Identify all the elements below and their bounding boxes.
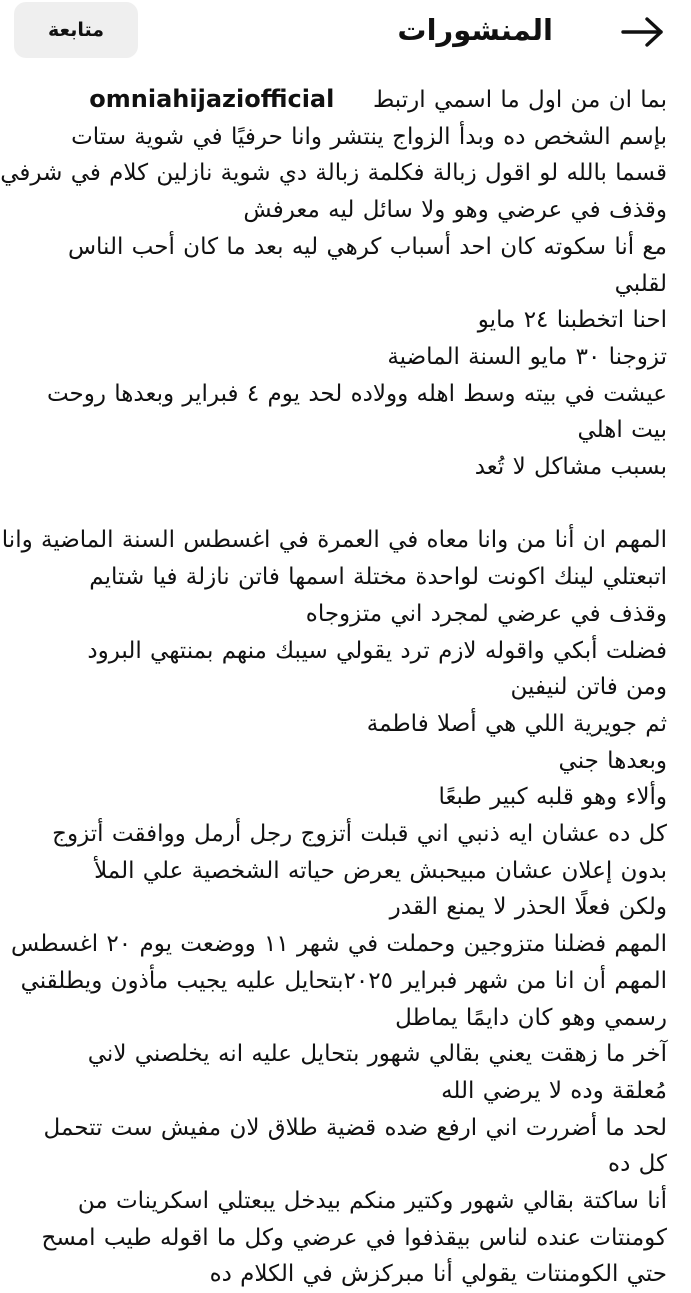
caption-first-line (20, 81, 667, 119)
caption-line: تزوجنا ٣٠ مايو السنة الماضية (387, 343, 667, 370)
caption-line: كل ده عشان ايه ذنبي اني قبلت أتزوج رجل أرمل ووافقت أتزوج (52, 821, 667, 848)
caption-line: المهم فضلنا متزوجين وحملت في شهر ١١ ووضعت يوم ٢٠ اغسطس (10, 931, 667, 958)
top-bar (0, 0, 691, 72)
username[interactable]: omniahijaziofficial (89, 85, 335, 113)
caption-line: آخر ما زهقت يعني بقالي شهور بتحايل عليه انه يخلصني لاني (87, 1041, 667, 1068)
page-title: المنشورات (397, 13, 553, 47)
caption-blank-line (20, 486, 667, 523)
caption-line: وقذف في عرضي وهو ولا سائل ليه معرفش (243, 197, 667, 224)
caption-line: مع أنا سكوته كان احد أسباب كرهي ليه بعد ما كان أحب الناس (67, 233, 667, 260)
follow-button[interactable]: متابعة (14, 2, 138, 58)
caption-line: احنا اتخطبنا ٢٤ مايو (477, 307, 667, 334)
caption-line: لقلبي (614, 270, 667, 297)
caption-line: ومن فاتن لنيفين (510, 674, 667, 701)
caption-line: عيشت في بيته وسط اهله وولاده لحد يوم ٤ فبراير وبعدها روحت (46, 380, 667, 407)
caption-line: بما ان من اول ما اسمي ارتبط (372, 87, 667, 113)
caption-line: ثم جويرية اللي هي أصلا فاطمة (366, 710, 667, 737)
caption-line: بيت اهلي (577, 417, 667, 444)
caption-line: وقذف في عرضي لمجرد اني متزوجاه (305, 600, 667, 627)
caption-line: المهم ان أنا من وانا معاه في العمرة في اغسطس السنة الماضية وانا (1, 527, 667, 554)
caption-line: حتي الكومنتات يقولي أنا مبركزش في الكلام ده (209, 1261, 667, 1288)
caption-line: اتبعتلي لينك اكونت لواحدة مختلة اسمها فاتن نازلة فيا شتايم (89, 564, 667, 591)
caption-line: وبعدها جني (558, 747, 667, 774)
caption-line: أنا ساكتة بقالي شهور وكتير منكم بيدخل يبعتلي اسكرينات من (77, 1188, 667, 1215)
caption-line: وألاء وهو قلبه كبير طبعًا (438, 784, 667, 811)
caption-line: فضلت أبكي واقوله لازم ترد يقولي سيبك منهم بمنتهي البرود (87, 637, 667, 664)
arrow-right-icon[interactable] (619, 14, 665, 50)
caption-line: بسبب مشاكل لا تُعد (474, 454, 667, 481)
caption-line: كومنتات عنده لناس بيقذفوا في عرضي وكل ما اقوله طيب امسح (41, 1224, 667, 1251)
caption-line: لحد ما أضررت اني ارفع ضده قضية طلاق لان مفيش ست تتحمل (43, 1114, 667, 1141)
caption-line: المهم أن انا من شهر فبراير ٢٠٢٥بتحايل عليه يجيب مأذون ويطلقني (20, 967, 667, 994)
caption-line: ولكن فعلًا الحذر لا يمنع القدر (389, 894, 667, 921)
caption-line: بدون إعلان عشان مبيحبش يعرض حياته الشخصية علي الملأ (94, 857, 667, 884)
caption-line: مُعلقة وده لا يرضي الله (441, 1077, 667, 1104)
post-caption (0, 81, 667, 1293)
caption-line: قسما بالله لو اقول زبالة فكلمة زبالة دي شوية نازلين كلام في شرفي (0, 160, 667, 187)
caption-line: كل ده (608, 1151, 667, 1178)
caption-line: بإسم الشخص ده وبدأ الزواج ينتشر وانا حرفيًا في شوية ستات (71, 123, 667, 150)
caption-line: رسمي وهو كان دايمًا يماطل (395, 1004, 667, 1031)
